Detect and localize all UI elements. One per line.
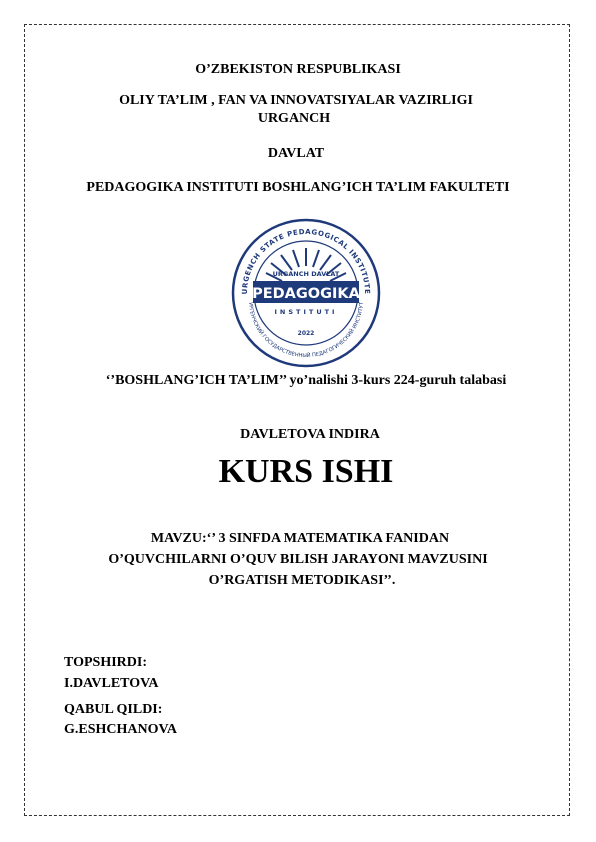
logo-main-text: PEDAGOGIKA xyxy=(252,286,360,302)
logo-top-label: URGANCH DAVLAT xyxy=(272,270,340,278)
document-title: KURS ISHI xyxy=(218,453,394,490)
student-program: ‘’BOSHLANG’ICH TA’LIM’’ yo’nalishi 3-kurs 224-guruh talabasi xyxy=(105,373,507,388)
header-ministry: OLIY TA’LIM , FAN VA INNOVATSIYALAR VAZIRLIGI xyxy=(119,93,473,108)
accepted-name: G.ESHCHANOVA xyxy=(64,722,177,737)
logo-sub-text: INSTITUTI xyxy=(274,308,338,316)
institute-logo xyxy=(229,218,383,368)
page-border xyxy=(24,24,570,816)
header-davlat: DAVLAT xyxy=(267,146,325,161)
logo-ring-text-ru: УРГЕНЧСКИЙ ГОСУДАРСТВЕННЫЙ ПЕДАГОГИЧЕСКИЙ ИНСТИТУТ xyxy=(247,301,365,360)
topic-line-2: O’QUVCHILARNI O’QUV BILISH JARAYONI MAVZUSINI xyxy=(108,552,488,567)
header-faculty: PEDAGOGIKA INSTITUTI BOSHLANG’ICH TA’LIM FAKULTETI xyxy=(86,180,510,195)
header-urganch: URGANCH xyxy=(257,111,331,126)
submitted-name: I.DAVLETOVA xyxy=(64,676,159,691)
student-name: DAVLETOVA INDIRA xyxy=(240,427,380,442)
logo-year: 2022 xyxy=(297,330,315,337)
header-republic: O’ZBEKISTON RESPUBLIKASI xyxy=(195,62,401,77)
topic-line-3: O’RGATISH METODIKASI’’. xyxy=(208,573,396,588)
logo-ring-text: URGENCH STATE PEDAGOGICAL INSTITUTE xyxy=(240,227,372,295)
submitted-label: TOPSHIRDI: xyxy=(64,655,147,670)
topic-line-1: MAVZU:‘’ 3 SINFDA MATEMATIKA FANIDAN xyxy=(150,531,450,546)
accepted-label: QABUL QILDI: xyxy=(64,702,163,717)
